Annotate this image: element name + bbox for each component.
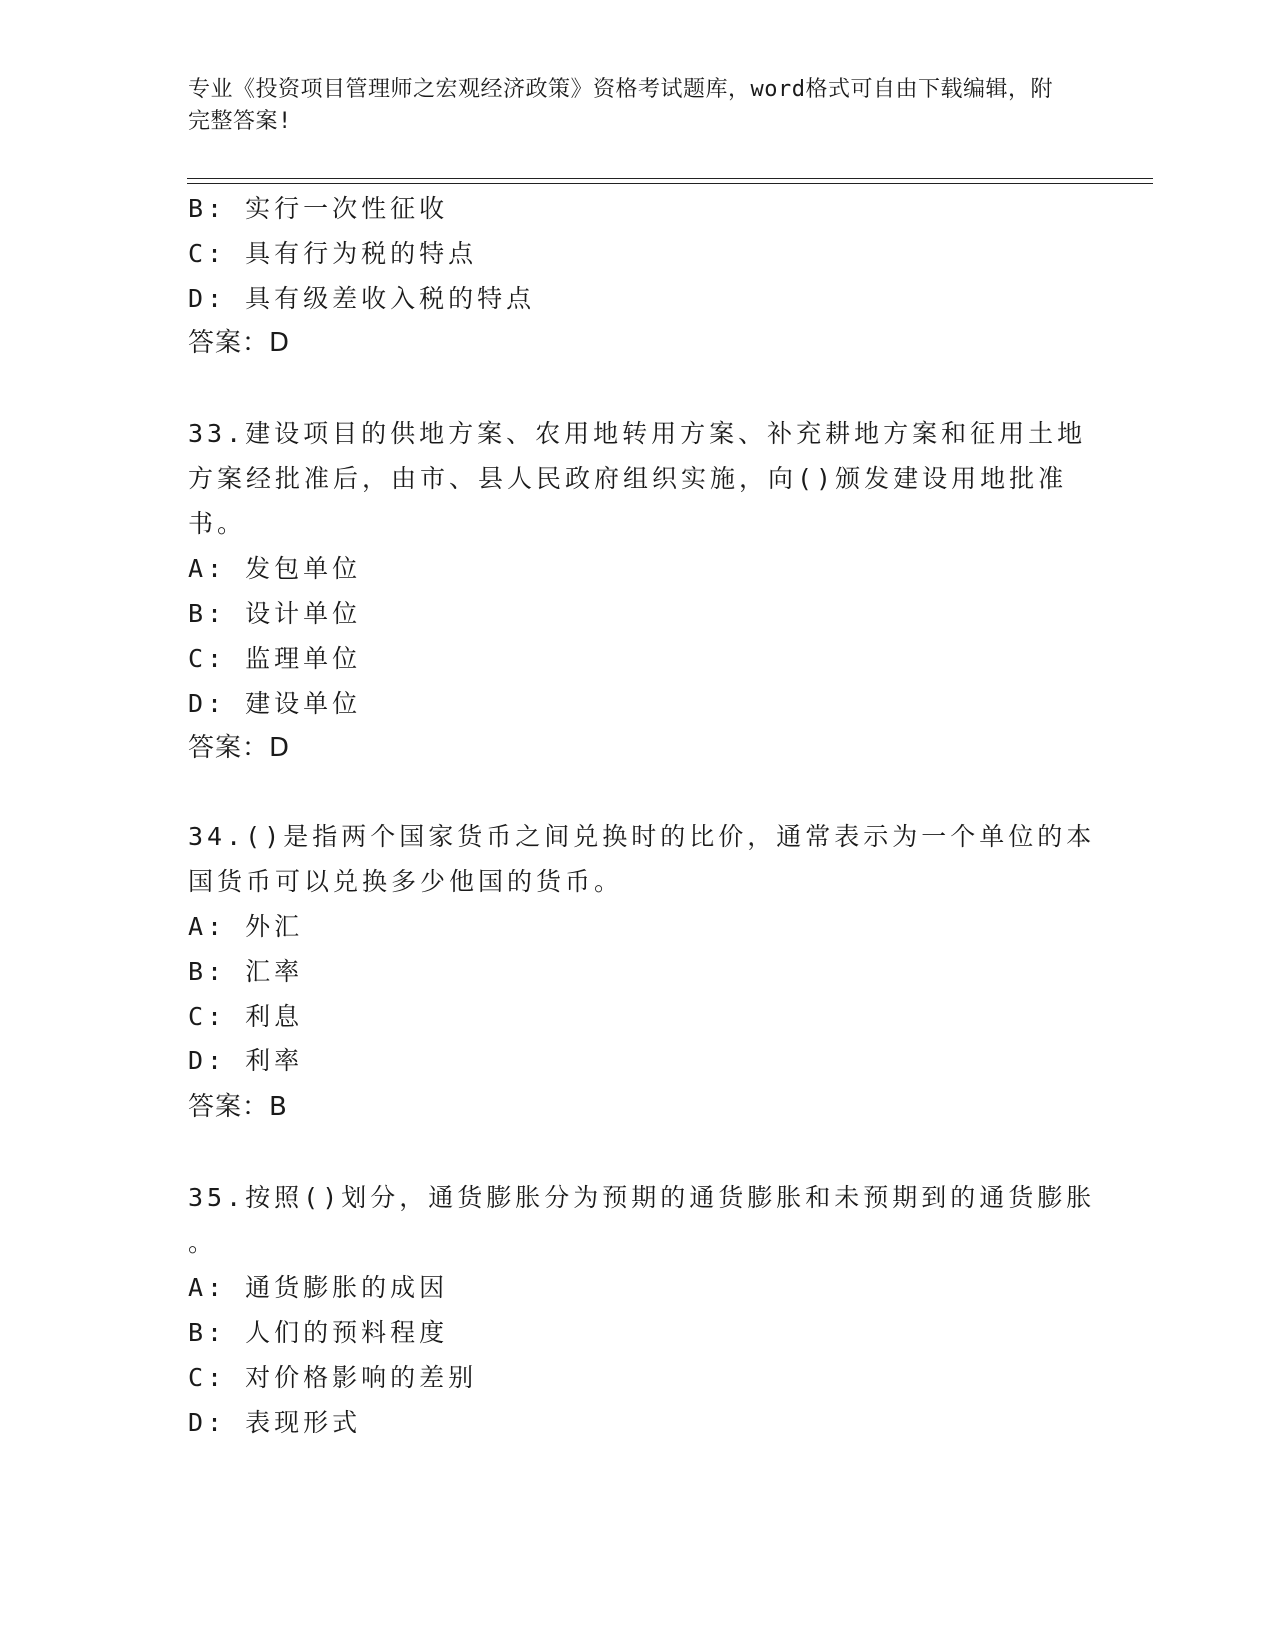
q34-text-line-1: 34.()是指两个国家货币之间兑换时的比价，通常表示为一个单位的本 (188, 822, 1096, 851)
q32-option-c: C: 具有行为税的特点 (188, 239, 478, 268)
q34-option-b: B: 汇率 (188, 957, 304, 986)
q33-text-line-3: 书。 (188, 509, 247, 538)
q34-text-line-2: 国货币可以兑换多少他国的货币。 (188, 867, 624, 896)
q32-option-d: D: 具有级差收入税的特点 (188, 284, 536, 313)
q35-text-line-1: 35.按照()划分，通货膨胀分为预期的通货膨胀和未预期到的通货膨胀 (188, 1183, 1096, 1212)
header-divider-top (187, 178, 1153, 179)
q35-option-c: C: 对价格影响的差别 (188, 1363, 478, 1392)
document-header: 专业《投资项目管理师之宏观经济政策》资格考试题库，word格式可自由下载编辑，附完整答案! (188, 77, 1053, 134)
q35-option-b: B: 人们的预料程度 (188, 1318, 449, 1347)
header-divider-bottom (187, 183, 1153, 184)
q33-option-a: A: 发包单位 (188, 554, 362, 583)
q33-text-line-2: 方案经批准后，由市、县人民政府组织实施，向()颁发建设用地批准 (188, 464, 1068, 493)
q34-option-d: D: 利率 (188, 1046, 304, 1075)
q34-option-a: A: 外汇 (188, 912, 304, 941)
q33-option-c: C: 监理单位 (188, 644, 362, 673)
q35-option-d: D: 表现形式 (188, 1408, 362, 1437)
q34-option-c: C: 利息 (188, 1002, 304, 1031)
q34-answer: 答案：B (188, 1092, 288, 1122)
q35-text-line-2: 。 (188, 1228, 218, 1257)
q32-answer: 答案：D (188, 328, 291, 358)
q35-option-a: A: 通货膨胀的成因 (188, 1273, 449, 1302)
q32-option-b: B: 实行一次性征收 (188, 194, 449, 223)
q33-text-line-1: 33.建设项目的供地方案、农用地转用方案、补充耕地方案和征用土地 (188, 419, 1087, 448)
q33-answer: 答案：D (188, 733, 291, 763)
q33-option-d: D: 建设单位 (188, 689, 362, 718)
q33-option-b: B: 设计单位 (188, 599, 362, 628)
